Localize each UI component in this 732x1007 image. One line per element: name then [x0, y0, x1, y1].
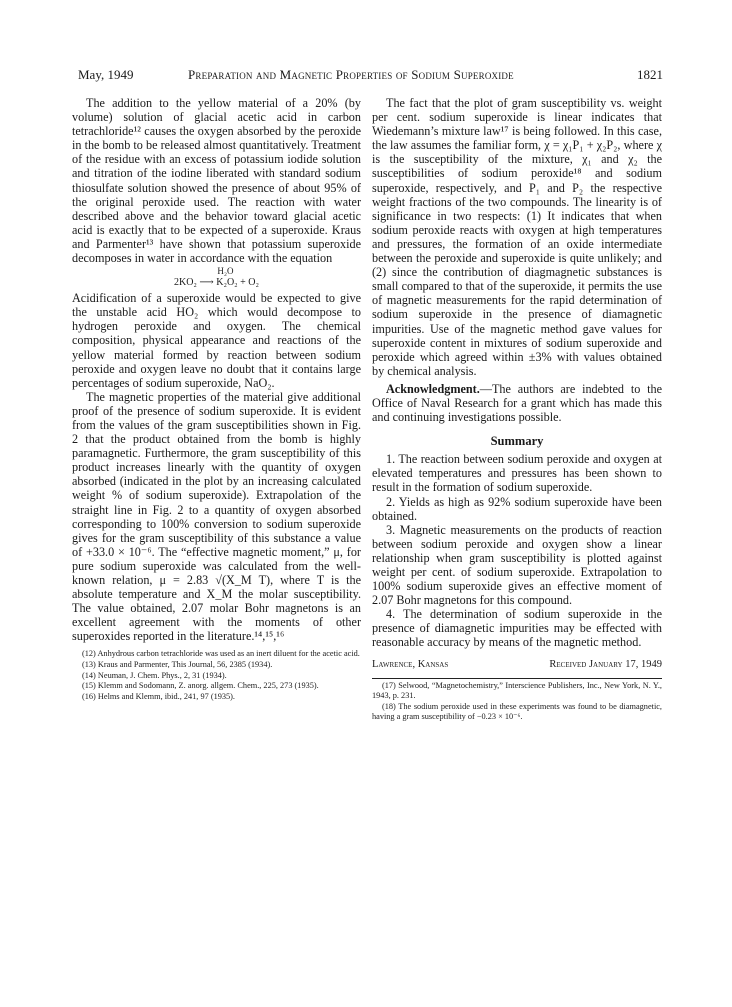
acknowledgment: [372, 382, 662, 424]
equation-ko2-decomposition: [72, 266, 361, 288]
footnote-12: (12) Anhydrous carbon tetrachloride was used as an inert diluent for the acetic acid.: [82, 649, 360, 659]
footnotes-left: [72, 649, 361, 702]
running-title: Preparation and Magnetic Properties of Sodium Superoxide: [188, 67, 514, 82]
summary-item: 4. The determination of sodium superoxide in the presence of diamagnetic impurities may be effected with reasonable accuracy by means of the magnetic method.: [372, 607, 662, 650]
summary-item: 3. Magnetic measurements on the products of reaction between sodium peroxide and oxygen show a linear relationship when gram susceptibility is plotted against weight per cent. of sodium superoxide. Extrapolation to 100% sodium superoxide gives an effective moment of 2.07 Bohr magnetons for this compound.: [372, 522, 662, 608]
acknowledgment-heading: Acknowledgment.: [386, 381, 480, 396]
footnote-divider: [372, 678, 662, 679]
paragraph-magnetic-properties: The magnetic properties of the material give additional proof of the presence of sodium superoxide. It is evident from the values of the gram susceptibilities shown in Fig. 2 that the product obtained from the bomb is highly paramagnetic. Furthermore, the gram susceptibility of this product increases linearly with the quantity of oxygen absorbed (indicated in the plot by an increasing calculated weight % of sodium superoxide). Extrapolation of the straight line in Fig. 2 to a quantity of oxygen absorbed corresponding to 100% conversion to sodium superoxide gives for the gram susceptibility of this substance a value of +33.0 × 10⁻⁶. The “effective magnetic moment,” μ, for pure sodium superoxide was calculated from the well-known relation, μ = 2.83 √(X_M T), where T is the absolute temperature and X_M the molar susceptibility. The value obtained, 2.07 molar Bohr magnetons is an excellent agreement with the moments of other superoxides reported in the literature.¹⁴,¹⁵,¹⁶: [72, 389, 361, 644]
acknowledgment-text: —The authors are indebted to the Office of Naval Research for a grant which has made this and continuing investigations possible.: [372, 381, 662, 425]
paragraph-acetic-acid: The addition to the yellow material of a 20% (by volume) solution of glacial acetic acid in carbon tetrachloride¹² causes the oxygen absorbed by the peroxide in the bomb to be released almost quantitatively. Treatment of the residue with an excess of potassium iodide solution and titration of the iodine liberated with standard sodium thiosulfate solution showed the presence of about 95% of the original peroxide used. The reaction with water described above and the behavior toward glacial acetic acid is exactly that to be expected of a superoxide. Kraus and Parmenter¹³ have shown that potassium superoxide decomposes in water in accordance with the equation: [72, 96, 361, 266]
footnotes-right: [372, 681, 662, 723]
page-number: 1821: [637, 67, 663, 82]
footnote-17: (17) Selwood, “Magnetochemistry,” Interscience Publishers, Inc., New York, N. Y., 1943, p. 231.: [372, 680, 662, 701]
right-column: [372, 96, 662, 723]
left-column: [72, 96, 361, 702]
footnote-13: (13) Kraus and Parmenter, This Journal, 56, 2385 (1934).: [82, 660, 273, 670]
footnote-15: (15) Klemm and Sodomann, Z. anorg. allgem. Chem., 225, 273 (1935).: [82, 681, 319, 691]
equation-text: 2KO₂ ⟶ K₂O₂ + O₂: [173, 277, 260, 289]
footnote-16: (16) Helms and Klemm, ibid., 241, 97 (1935).: [82, 691, 236, 701]
received-date: Received January 17, 1949: [549, 658, 662, 670]
paragraph-mixture-law: The fact that the plot of gram susceptibility vs. weight per cent. sodium superoxide is linear indicates that Wiedemann’s mixture law¹⁷ is being followed. In this case, the law assumes the familiar form, χ = χ₁P₁ + χ₂P₂, where χ is the susceptibility of the mixture, χ₁ and χ₂ the susceptibilities of sodium peroxide¹⁸ and sodium superoxide, respectively, and P₁ and P₂ the respective weight fractions of the two compounds. The linearity is of significance in two respects: (1) It indicates that when sodium peroxide reacts with oxygen at high temperatures and pressures, the formation of an oxide intermediate between the peroxide and superoxide is quite unlikely; and (2) since the contribution of diagmagnetic substances is small compared to that of the superoxide, it permits the use of magnetic measurements for the rapid determination of sodium superoxide in the presence of diamagnetic impurities. Use of the magnetic method gave values for superoxide content in mixtures of sodium superoxide and peroxide which agreed within ±3% with values obtained by chemical analysis.: [372, 96, 662, 378]
running-header: [78, 67, 663, 83]
signature-line: [372, 658, 662, 674]
footnote-18: (18) The sodium peroxide used in these experiments was found to be diamagnetic, having a gram susceptibility of −0.23 × 10⁻⁶.: [372, 701, 662, 722]
footnote-14: (14) Neuman, J. Chem. Phys., 2, 31 (1934).: [82, 670, 227, 680]
summary-item: 2. Yields as high as 92% sodium superoxide have been obtained.: [372, 494, 662, 523]
summary-item: 1. The reaction between sodium peroxide and oxygen at elevated temperatures and pressures has been shown to result in the formation of sodium superoxide.: [372, 452, 662, 495]
equation-reagent: H₂O: [217, 266, 234, 277]
location: Lawrence, Kansas: [372, 658, 449, 670]
summary-heading: Summary: [490, 434, 544, 449]
issue-date: May, 1949: [78, 67, 134, 82]
paragraph-acidification: Acidification of a superoxide would be expected to give the unstable acid HO₂ which would decompose to hydrogen peroxide and oxygen. The chemical composition, physical appearance and reactions of the yellow material formed by reaction between sodium peroxide and oxygen leave no doubt that it contains large percentages of sodium superoxide, NaO₂.: [72, 291, 361, 390]
